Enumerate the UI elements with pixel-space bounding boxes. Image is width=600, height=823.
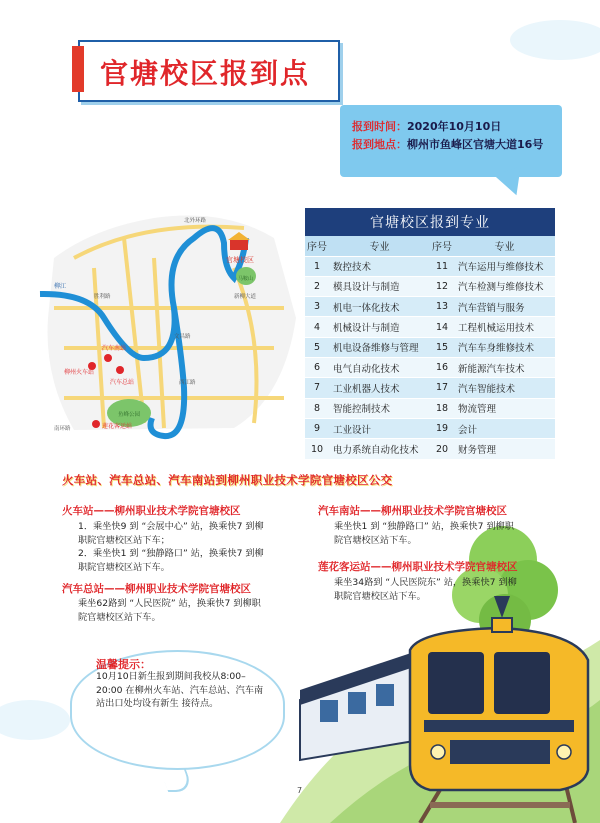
row-major-left: 模具设计与制造 [329, 276, 430, 296]
map-road-4: 西江路 [179, 380, 196, 386]
train-line-4: 职院官塘校区站下车。 [78, 561, 170, 573]
report-info [352, 118, 543, 154]
map-hill-label: 马鞍山 [238, 276, 254, 282]
row-no-right: 20 [430, 439, 454, 459]
lianhua-line-1: 乘坐34路到 “人民医院东” 站，换乘快7 到柳 [334, 577, 517, 588]
col-major-left: 专业 [329, 236, 430, 256]
row-no-right: 15 [430, 337, 454, 357]
table-row [305, 398, 555, 418]
map-campus-label: 官塘校区 [226, 256, 254, 264]
lianhua-line-2: 职院官塘校区站下车。 [334, 590, 426, 602]
map-river-label: 柳江 [54, 283, 67, 290]
row-major-right: 物流管理 [454, 398, 555, 418]
majors-table [305, 208, 555, 459]
train-route [78, 520, 264, 574]
table-row [305, 439, 555, 459]
bus-main-title: 汽车总站——柳州职业技术学院官塘校区 [62, 583, 251, 595]
bus-south-title: 汽车南站——柳州职业技术学院官塘校区 [318, 505, 507, 517]
bus-south-route [334, 520, 514, 547]
row-no-left: 1 [305, 256, 329, 276]
map-station-bus: 汽车总站 [110, 379, 135, 386]
row-no-left: 4 [305, 317, 329, 337]
lianhua-title: 莲花客运站——柳州职业技术学院官塘校区 [318, 561, 518, 573]
row-major-left: 工业机器人技术 [329, 378, 430, 398]
table-row [305, 337, 555, 357]
bus-south-line-1: 乘坐快1 到 “独静路口” 站，换乘快7 到柳职 [334, 521, 514, 532]
row-major-right: 汽车运用与维修技术 [454, 256, 555, 276]
row-major-right: 新能源汽车技术 [454, 357, 555, 377]
row-major-right: 汽车营销与服务 [454, 297, 555, 317]
row-major-right: 汽车智能技术 [454, 378, 555, 398]
bus-main-line-1: 乘坐62路到 “人民医院” 站，换乘快7 到柳职 [78, 598, 261, 609]
col-major-right: 专业 [454, 236, 555, 256]
row-no-right: 12 [430, 276, 454, 296]
row-no-left: 3 [305, 297, 329, 317]
map-road-3: 文昌路 [174, 334, 191, 340]
col-no-left: 序号 [305, 236, 329, 256]
bus-south-line-2: 院官塘校区站下车。 [334, 534, 417, 546]
map-station-lianhua: 莲花客运站 [102, 423, 133, 430]
train-line-2: 职院官塘校区站下车； [78, 534, 170, 546]
page-title: 官塘校区报到点 [100, 57, 311, 90]
row-major-left: 电力系统自动化技术 [329, 439, 430, 459]
row-major-left: 机电一体化技术 [329, 297, 430, 317]
row-major-left: 机械设计与制造 [329, 317, 430, 337]
table-row [305, 378, 555, 398]
row-major-right: 汽车检测与维修技术 [454, 276, 555, 296]
table-row [305, 357, 555, 377]
page-number: 7 [297, 786, 303, 795]
map-station-train: 柳州火车站 [64, 369, 95, 376]
row-major-left: 工业设计 [329, 418, 430, 438]
bus-main-line-2: 院官塘校区站下车。 [78, 611, 161, 623]
row-no-left: 5 [305, 337, 329, 357]
train-line-1: 1．乘坐快9 到 “会展中心” 站，换乘快7 到柳 [78, 521, 264, 532]
table-row [305, 297, 555, 317]
train-title: 火车站——柳州职业技术学院官塘校区 [62, 505, 241, 517]
tip-text: 10月10日新生报到期间我校从8:00–20:00 在柳州火车站、汽车总站、汽车南站出口处均设有新生 接待点。 [96, 671, 264, 709]
report-place-label: 报到地点： [352, 138, 407, 151]
row-no-right: 19 [430, 418, 454, 438]
row-major-left: 智能控制技术 [329, 398, 430, 418]
row-no-right: 11 [430, 256, 454, 276]
report-time-value: 2020年10月10日 [407, 120, 502, 133]
lianhua-route [334, 576, 517, 603]
row-no-right: 16 [430, 357, 454, 377]
row-major-right: 财务管理 [454, 439, 555, 459]
table-row [305, 276, 555, 296]
map-park-label: 鱼峰公园 [118, 412, 141, 418]
table-row [305, 418, 555, 438]
row-no-left: 2 [305, 276, 329, 296]
map-road-6: 南环路 [54, 426, 71, 432]
map-station-south: 汽车南站 [102, 345, 127, 352]
table-body [305, 256, 555, 459]
row-major-left: 数控技术 [329, 256, 430, 276]
row-no-right: 17 [430, 378, 454, 398]
map-road-1: 北外环路 [184, 218, 207, 224]
row-no-right: 14 [430, 317, 454, 337]
campus-map [34, 198, 304, 448]
row-no-left: 9 [305, 418, 329, 438]
row-major-left: 电气自动化技术 [329, 357, 430, 377]
row-major-right: 汽车车身维修技术 [454, 337, 555, 357]
report-place-value: 柳州市鱼峰区官塘大道16号 [407, 138, 544, 151]
transit-heading: 火车站、汽车总站、汽车南站到柳州职业技术学院官塘校区公交 [62, 473, 393, 487]
col-no-right: 序号 [430, 236, 454, 256]
row-no-left: 7 [305, 378, 329, 398]
bus-main-route [78, 597, 261, 624]
row-no-left: 8 [305, 398, 329, 418]
tip-title: 温馨提示： [96, 658, 151, 671]
row-no-left: 10 [305, 439, 329, 459]
table-caption: 官塘校区报到专业 [305, 208, 555, 236]
row-no-right: 13 [430, 297, 454, 317]
map-road-5: 胜利路 [94, 294, 111, 300]
table-row [305, 317, 555, 337]
row-no-left: 6 [305, 357, 329, 377]
map-road-2: 新柳大道 [234, 294, 257, 300]
row-major-right: 工程机械运用技术 [454, 317, 555, 337]
train-line-3: 2．乘坐快1 到 “独静路口” 站，换乘快7 到柳 [78, 548, 264, 559]
report-time-label: 报到时间： [352, 120, 407, 133]
row-no-right: 18 [430, 398, 454, 418]
title-accent [72, 46, 84, 92]
table-row [305, 256, 555, 276]
row-major-right: 会计 [454, 418, 555, 438]
row-major-left: 机电设备维修与管理 [329, 337, 430, 357]
